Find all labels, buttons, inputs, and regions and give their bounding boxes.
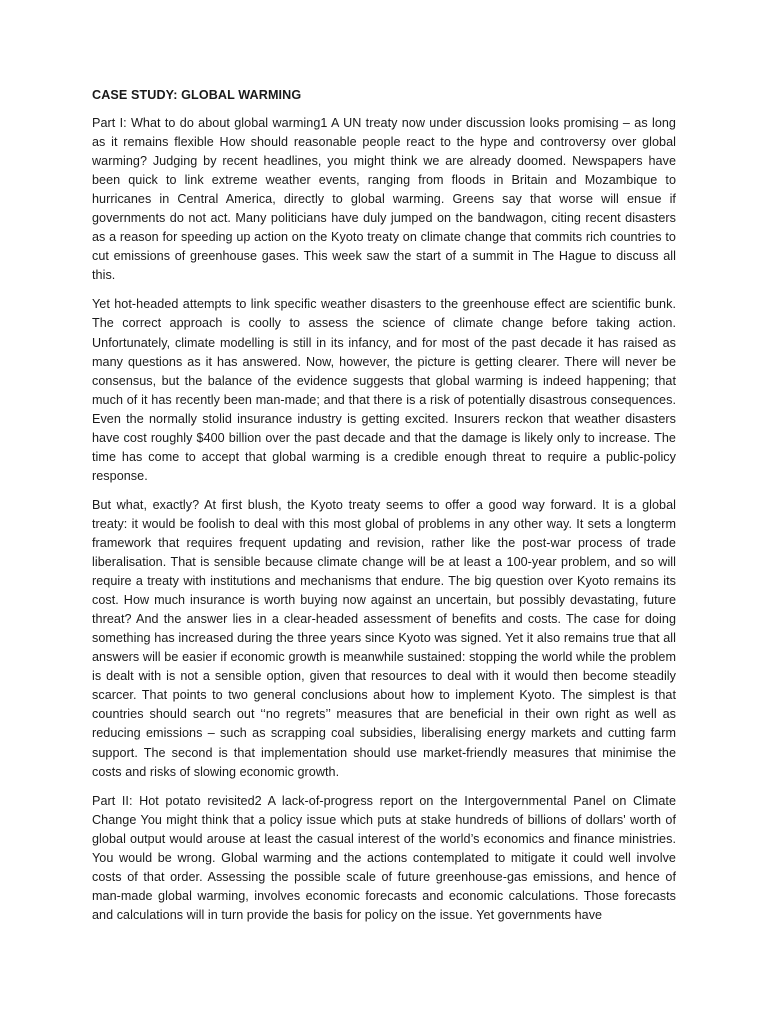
paragraph-part2-intro: Part II: Hot potato revisited2 A lack-of-progress report on the Intergovernmental Panel on Climate Change You might think that a policy issue which puts at stake hundreds of billions of dollars' worth of global output would arouse at least the casual interest of the world’s economics and finance ministries. You would be wrong. Global warming and the actions contemplated to mitigate it could well involve costs of that order. Assessing the possible scale of future greenhouse-gas emissions, and hence of man-made global warming, involves economic forecasts and economic calculations. Those forecasts and calculations will in turn provide the basis for policy on the issue. Yet governments have	[92, 793, 676, 922]
paragraph-kyoto: But what, exactly? At first blush, the Kyoto treaty seems to offer a good way forward. It is a global treaty: it would be foolish to deal with this most global of problems in any other way. It sets a longterm framework that requires frequent updating and revision, rather like the post-war process of trade liberalisation. That is sensible because climate change will be at least a 100-year problem, and so will require a treaty with institutions and mechanisms that endure. The big question over Kyoto remains its cost. How much insurance is worth buying now against an uncertain, but possibly devastating, future threat? And the answer lies in a clear-headed assessment of benefits and costs. The case for doing something has increased during the three years since Kyoto was signed. Yet it also remains true that all answers will be easier if economic growth is meanwhile sustained: stopping the world while the problem is dealt with is not a sensible option, given that resources to deal with it would then become steadily scarcer. That points to two general conclusions about how to implement Kyoto. The simplest is that countries should search out ‘‘no regrets’’ measures that are beneficial in their own right as well as reducing emissions – such as scrapping coal subsidies, liberalising energy markets and cutting farm support. The second is that implementation should use market-friendly measures that minimise the costs and risks of slowing economic growth.	[92, 497, 676, 779]
document-page	[92, 86, 676, 935]
document-title: CASE STUDY: GLOBAL WARMING	[92, 88, 302, 102]
paragraph-part1-intro: Part I: What to do about global warming1 A UN treaty now under discussion looks promising – as long as it remains flexible How should reasonable people react to the hype and controversy over global warming? Judging by recent headlines, you might think we are already doomed. Newspapers have been quick to link extreme weather events, ranging from floods in Britain and Mozambique to hurricanes in Central America, directly to global warming. Greens say that worse will ensue if governments do not act. Many politicians have duly jumped on the bandwagon, citing recent disasters as a reason for speeding up action on the Kyoto treaty on climate change that commits rich countries to cut emissions of greenhouse gases. This week saw the start of a summit in The Hague to discuss all this.	[92, 116, 676, 283]
paragraph-science: Yet hot-headed attempts to link specific weather disasters to the greenhouse effect are scientific bunk. The correct approach is coolly to assess the science of climate change before taking action. Unfortunately, climate modelling is still in its infancy, and for most of the past decade it has raised as many questions as it has answered. Now, however, the picture is getting clearer. There will never be consensus, but the balance of the evidence suggests that global warming is indeed happening; that much of it has recently been man-made; and that there is a risk of potentially disastrous consequences. Even the normally stolid insurance industry is getting excited. Insurers reckon that weather disasters have cost roughly $400 billion over the past decade and that the damage is likely only to increase. The time has come to accept that global warming is a credible enough threat to require a public-policy response.	[92, 297, 676, 483]
